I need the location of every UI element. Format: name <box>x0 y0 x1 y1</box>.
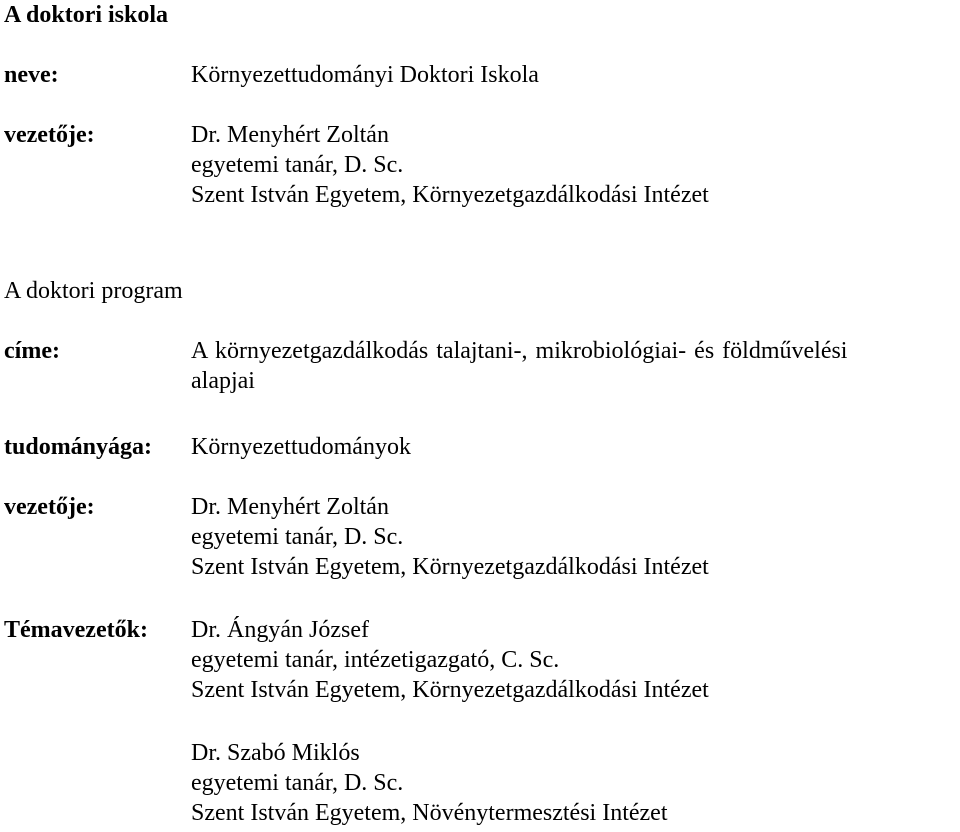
supervisor-1-name: Dr. Ángyán József <box>191 617 369 643</box>
school-head-name: Dr. Menyhért Zoltán <box>191 122 389 148</box>
supervisor-1-title: egyetemi tanár, intézetigazgató, C. Sc. <box>191 647 560 673</box>
program-head-label: vezetője: <box>4 494 95 520</box>
supervisor-1-affiliation: Szent István Egyetem, Környezetgazdálkodási Intézet <box>191 677 709 703</box>
school-name-value: Környezettudományi Doktori Iskola <box>191 62 539 88</box>
supervisors-label: Témavezetők: <box>4 617 148 643</box>
school-name-label: neve: <box>4 62 59 88</box>
school-head-label: vezetője: <box>4 122 95 148</box>
program-field-value: Környezettudományok <box>191 434 411 460</box>
school-head-affiliation: Szent István Egyetem, Környezetgazdálkodási Intézet <box>191 182 709 208</box>
program-title-label: címe: <box>4 338 60 364</box>
school-head-title: egyetemi tanár, D. Sc. <box>191 152 404 178</box>
program-title-line1: A környezetgazdálkodás talajtani-, mikrobiológiai- és földművelési <box>191 338 848 364</box>
program-field-label: tudományága: <box>4 434 153 460</box>
program-title-line2: alapjai <box>191 368 255 394</box>
supervisor-2-title: egyetemi tanár, D. Sc. <box>191 770 404 796</box>
supervisor-2-affiliation: Szent István Egyetem, Növénytermesztési Intézet <box>191 800 668 826</box>
program-head-name: Dr. Menyhért Zoltán <box>191 494 389 520</box>
program-heading: A doktori program <box>4 278 183 304</box>
school-heading: A doktori iskola <box>4 2 169 28</box>
supervisor-2-name: Dr. Szabó Miklós <box>191 740 360 766</box>
program-head-title: egyetemi tanár, D. Sc. <box>191 524 404 550</box>
program-head-affiliation: Szent István Egyetem, Környezetgazdálkodási Intézet <box>191 554 709 580</box>
